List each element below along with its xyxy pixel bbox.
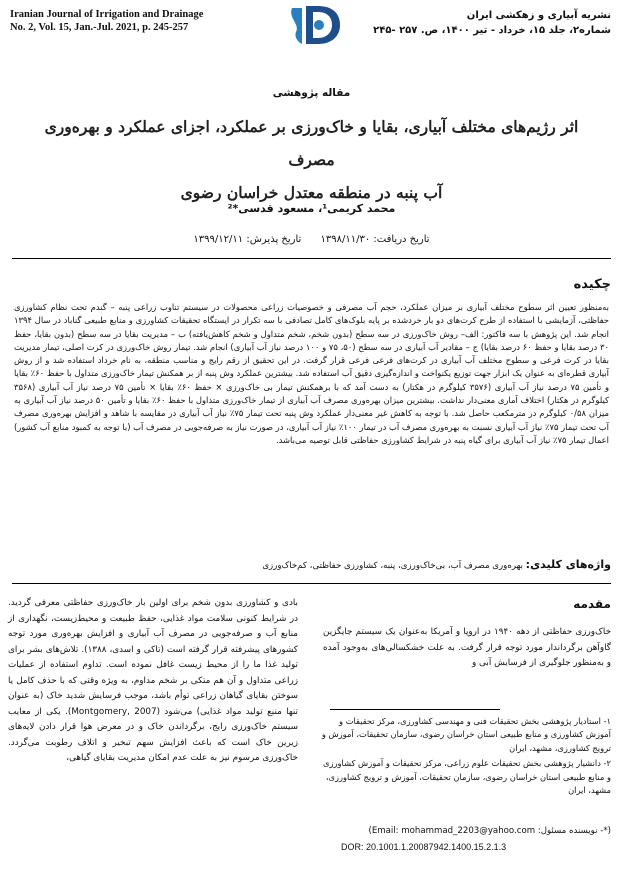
- title-line-1: اثر رژیم‌های مختلف آبیاری، بقایا و خاک‌ورزی بر عملکرد، اجزای عملکرد و بهره‌وری مصرف: [44, 117, 579, 169]
- journal-name-en: Iranian Journal of Irrigation and Drainage: [10, 9, 204, 20]
- intro-heading: مقدمه: [573, 597, 611, 611]
- keywords-label: واژه‌های کلیدی:: [525, 558, 611, 571]
- intro-left-column: بادی و کشاورزی بدون شخم برای اولین بار خاک‌ورزی حفاظتی معرفی گردید. در شرایط کنونی سلامت مواد غذایی، حفظ طبیعت و محیط‌زیست، نگهداری از منابع آب و صرفه‌جویی در مصرف آب آبیاری و افزایش بهره‌وری مورد توجه کشورهای پیشرفته قرار گرفته است (تاکی و اسدی، ۱۳۸۸). تلاش‌های بشر برای تولید غذا ما را از محیط زیست غافل نموده است. تداوم استفاده از عملیات زراعی متداول و آن هم متکی بر شخم مداوم، به ویژه وقتی که با حذف کامل یا سوختن بقایای گیاهان زراعی توأم باشد، موجب فرسایش شدید خاک (به عنوان تنها منبع تولید مواد غذایی) می‌شود (Montgomery, 2007). یکی از معایب سیستم خاک‌ورزی رایج، برگرداندن خاک و در معرض هوا قرار دادن لایه‌های زیرین خاک است که باعث افزایش سهم تبخیر و اتلاف رطوبت می‌گردد. خاک‌ورزی مرسوم نیز به علت عدم امکان مدیریت بقایای گیاهی،: [8, 598, 298, 763]
- received-date: تاریخ دریافت: ۱۳۹۸/۱۱/۳۰: [320, 234, 430, 245]
- title-line-2: آب پنبه در منطقه معتدل خراسان رضوی: [180, 183, 443, 202]
- journal-header-fa: [361, 8, 611, 38]
- journal-logo: [278, 2, 348, 48]
- dates: [0, 234, 623, 245]
- keywords-list: بهره‌وری مصرف آب، بی‌خاک‌ورزی، پنبه، کشاورزی حفاظتی، کم‌خاک‌ورزی: [262, 561, 523, 571]
- doi: DOR: 20.1001.1.20087942.1400.15.2.1.3: [341, 842, 507, 852]
- journal-issue-fa: شماره۲، جلد ۱۵، خرداد - تیر ۱۴۰۰، ص. ۲۵۷ -۲۴۵: [373, 25, 611, 36]
- journal-issue-en: No. 2, Vol. 15, Jan.-Jul. 2021, p. 245-257: [10, 22, 189, 33]
- footnotes: [321, 715, 611, 799]
- intro-right-column: خاک‌ورزی حفاظتی از دهه ۱۹۴۰ در اروپا و آمریکا به‌عنوان یک سیستم جایگزین گاوآهن برگرداندار مورد توجه قرار گرفت. به علت خشکسالی‌های به‌وجود آمده و به‌منظور جلوگیری از فرسایش آبی و: [323, 627, 612, 668]
- journal-name-fa: نشریه آبیاری و زهکشی ایران: [466, 10, 611, 21]
- accepted-date: تاریخ پذیرش: ۱۳۹۹/۱۲/۱۱: [193, 234, 302, 245]
- abstract-heading: چکیده: [573, 277, 611, 292]
- footnote-divider: [330, 709, 500, 710]
- footnote-2: ۲- دانشیار پژوهشی بخش تحقیقات علوم زراعی، مرکز تحقیقات و آموزش کشاورزی و منابع طبیعی استان خراسان رضوی، سازمان تحقیقات، آموزش و ترویج کشاورزی، مشهد، ایران: [323, 758, 611, 796]
- article-type: مقاله پژوهشی: [272, 87, 351, 99]
- paper-title: [30, 110, 593, 209]
- abstract-text: به‌منظور تعیین اثر سطوح مختلف آبیاری بر میزان عملکرد، حجم آب مصرفی و خصوصیات زراعی محصولات در سیستم تناوب زراعی پنبه – گندم تحت نظام کشاورزی حفاظتی، آزمایشی با استفاده از طرح کرت‌های دو بار خردشده بر پایه بلوک‌های کامل تصادفی با سه تکرار در ایستگاه تحقیقات کشاورزی و منابع طبیعی گناباد در سال ۱۳۹۴ انجام شد. این پژوهش با سه فاکتور: الف– روش خاک‌ورزی در سه سطح (بدون شخم، شخم متداول و شخم کاهش‌یافته) ب – مدیریت بقایا در سه سطح (بدون بقایا، حفظ ۳۰ درصد بقایا و حفظ ۶۰ درصد بقایا) ج – مقادیر آب آبیاری در سه سطح (۵۰، ۷۵ و ۱۰۰ درصد نیاز آب آبیاری) انجام شد. تیمار روش خاک‌ورزی در کرت اصلی، تیمار مدیریت بقایا در کرت فرعی و سطوح مختلف آب آبیاری در کرت‌های فرعی فرعی قرار گرفت. در این تحقیق از رقم رایج و مناسب منطقه، به نام خرداد استفاده شد و از روش آبیاری قطره‌ای به عنوان یک ابزار جهت توزیع یکنواخت و اندازه‌گیری دقیق آب استفاده شد. بیشترین عملکرد وش پنبه از بر همکنش تیمار خاک‌ورزی متداول با حفظ ۶۰٪ بقایا و تأمین ۷۵ درصد نیاز آب آبیاری (۳۵۷۶ کیلوگرم در هکتار) به دست آمد که با برهمکنش تیمار بی خاک‌ورزی × حفظ ۶۰٪ بقایا × تأمین ۷۵ درصد نیاز آب آبیاری (۳۵۶۸ کیلوگرم در هکتار) اختلاف آماری معنی‌دار نداشت. بیشترین میزان بهره‌وری مصرف آب آبیاری از تیمار خاک‌ورزی متداول با حفظ ۶۰٪ بقایا و تأمین ۵۰ درصد نیاز آب آبیاری به میزان ۰/۵۸ کیلوگرم در مترمکعب حاصل شد. با توجه به کاهش غیر معنی‌دار عملکرد وش پنبه تحت تیمار ۷۵٪ نیاز آب آبیاری در مقایسه با شاهد و افزایش بهره‌وری مصرف آب تحت تیمار ۷۵٪ نیاز آب آبیاری نسبت به بهره‌وری مصرف آب در تیمار ۱۰۰٪ نیاز آب آبیاری، در صورت نیاز به صرفه‌جویی در مصرف آب (با توجه به کمبود منابع آب کشور) اعمال تیمار ۷۵٪ نیاز آب آبیاری برای گیاه پنبه در شرایط کشاورزی حفاظتی قابل توصیه می‌باشد.: [14, 302, 610, 445]
- footnote-1: ۱- استادیار پژوهشی بخش تحقیقات فنی و مهندسی کشاورزی، مرکز تحقیقات و آموزش کشاورزی و منابع طبیعی استان خراسان رضوی، سازمان تحقیقات، آموزش و ترویج کشاورزی، مشهد، ایران: [321, 716, 611, 753]
- corresponding-email: (*- نویسنده مسئول: Email: mohammad_2203@yahoo.com): [368, 826, 611, 836]
- journal-header-en: [10, 8, 260, 34]
- authors: محمد کریمی¹، مسعود قدسی*²: [227, 202, 396, 215]
- keywords: [12, 558, 611, 571]
- divider-keywords: [12, 583, 611, 584]
- divider-top: [12, 258, 611, 259]
